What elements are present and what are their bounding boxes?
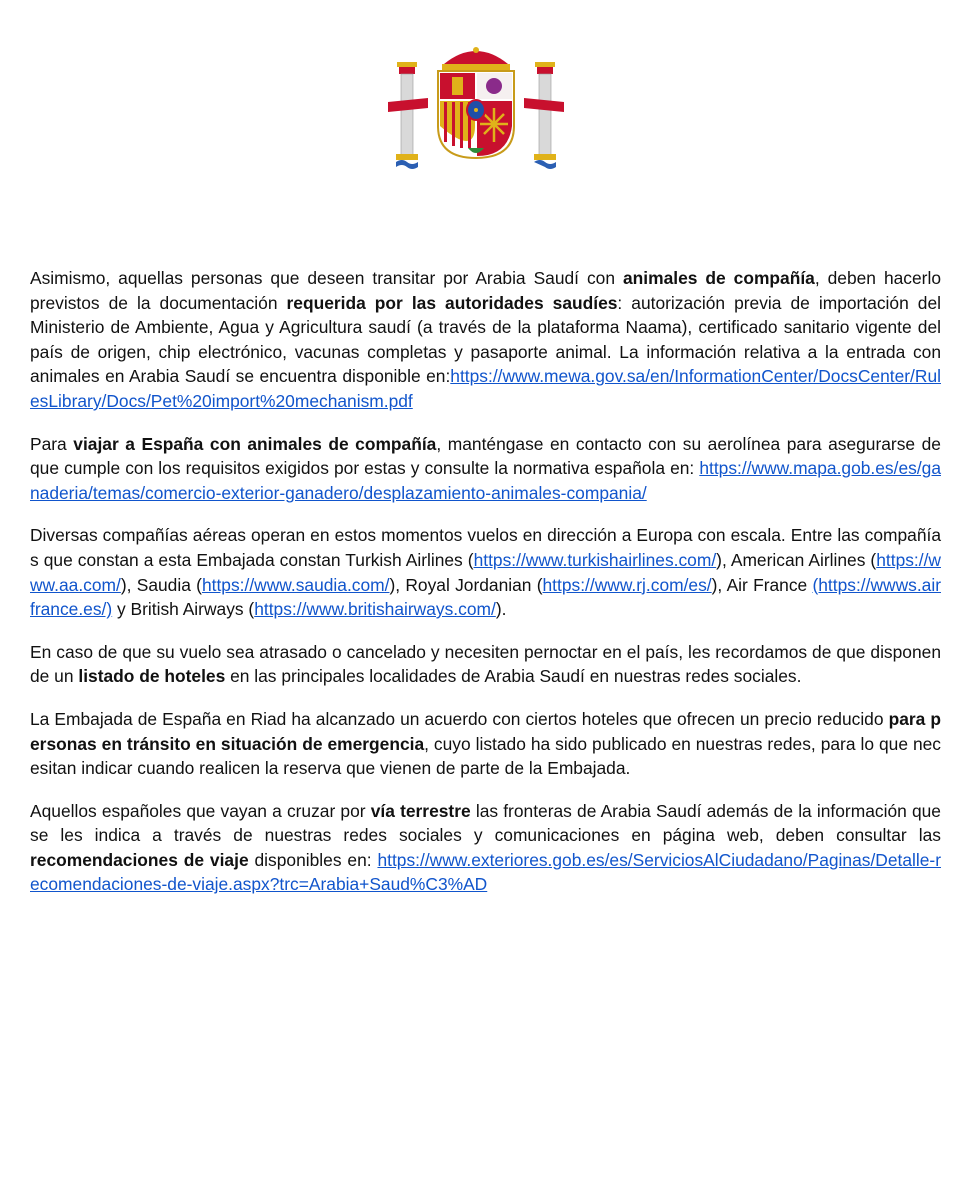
coat-of-arms-of-spain [384,44,568,176]
shield [438,71,514,158]
bold-text: vía terrestre [370,800,471,821]
text: Diversas compañías aéreas operan en estos momentos vuelos en dirección a Europa con escala. Entre las compañías que constan a esta Embajada constan Turkish Airlines ( [30,525,941,570]
text: Asimismo, aquellas personas que deseen transitar por Arabia Saudí con [30,268,623,288]
document-body [30,266,941,915]
text: ), Air France [711,574,813,595]
paragraph-pets-transit [30,266,941,414]
bold-text: para personas en tránsito en situación de emergencia [30,708,941,754]
text: , deben hacerlo previstos de la documentación [30,268,941,313]
text: , cuyo listado ha sido publicado en nuestras redes, para lo que necesitan indicar cuando realicen la reserva que vienen de parte de la Embajada. [30,733,941,779]
paragraph-hotels-list [30,640,941,689]
text: En caso de que su vuelo sea atrasado o cancelado y necesiten pernoctar en el país, les recordamos de que disponen de un [30,641,941,687]
right-pillar [534,62,556,169]
saudia-link[interactable]: https://www.saudia.com/ [201,574,390,595]
british-airways-link[interactable]: https://www.britishairways.com/ [254,599,496,620]
text: , manténgase en contacto con su aerolínea para asegurarse de que cumple con los requisitos exigidos por estas y consulte la normativa española en: [30,433,941,479]
right-ribbon [524,98,564,112]
turkish-airlines-link[interactable]: https://www.turkishairlines.com/ [473,549,717,570]
text: ), Royal Jordanian ( [389,574,543,595]
bold-text: requerida por las autoridades saudíes [286,292,618,313]
text: en las principales localidades de Arabia Saudí en nuestras redes sociales. [225,666,802,687]
exteriores-link[interactable]: https://www.exteriores.gob.es/es/ServiciosAlCiudadano/Paginas/Detalle-recomendaciones-de-viaje.aspx?trc=Arabia+Saud%C3%AD [30,849,941,895]
paragraph-pets-spain [30,432,941,506]
air-france-link[interactable]: (https://wwws.airfrance.es/) [30,574,941,620]
bold-text: animales de compañía [622,268,815,288]
left-ribbon [388,98,428,112]
paragraph-hotel-agreement [30,707,941,781]
royal-crown [442,47,510,70]
bold-text: viajar a España con animales de compañía [73,433,437,454]
text: Para [30,433,74,454]
paragraph-land-borders [30,799,941,897]
text: ), American Airlines ( [716,549,877,570]
text: ), Saudia ( [120,574,202,595]
text: disponibles en: [248,849,378,870]
royal-jordanian-link[interactable]: https://www.rj.com/es/ [542,574,712,595]
bold-text: recomendaciones de viaje [30,849,249,870]
mewa-link[interactable]: https://www.mewa.gov.sa/en/InformationCenter/DocsCenter/RulesLibrary/Docs/Pet%20import%20mechanism.pdf [30,366,941,411]
text: La Embajada de España en Riad ha alcanzado un acuerdo con ciertos hoteles que ofrecen un precio reducido [30,708,889,729]
mapa-link[interactable]: https://www.mapa.gob.es/es/ganaderia/temas/comercio-exterior-ganadero/desplazamiento-animales-compania/ [30,458,941,503]
left-pillar [396,62,418,169]
text: ). [495,599,507,620]
text: las fronteras de Arabia Saudí además de la información que se les indica a través de nuestras redes sociales y comunicaciones en página web, deben consultar las [30,800,941,846]
text: y British Airways ( [112,599,255,620]
paragraph-airlines [30,523,941,621]
bold-text: listado de hoteles [78,666,226,687]
text: Aquellos españoles que vayan a cruzar por [30,800,371,821]
text: : autorización previa de importación del Ministerio de Ambiente, Agua y Agricultura saudí (a través de la plataforma Naama), certificado sanitario vigente del país de origen, chip electrónico, vacunas completas y pasaporte animal. La información relativa a la entrada con animales en Arabia Saudí se encuentra disponible en: [30,292,941,387]
american-airlines-link[interactable]: https://www.aa.com/ [30,549,941,595]
